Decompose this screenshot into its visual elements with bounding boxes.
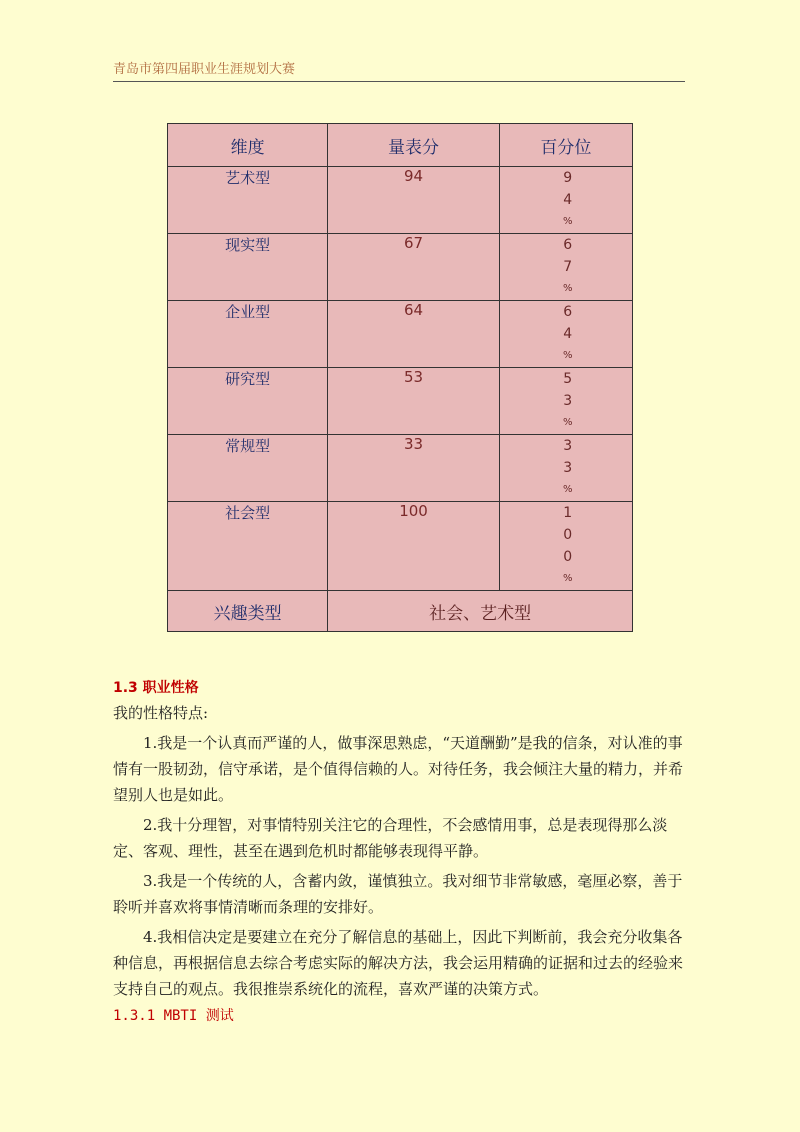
interest-dimension-table [167, 123, 633, 632]
table-row [168, 435, 633, 502]
percentile-cell [499, 502, 632, 591]
percentile-cell [499, 301, 632, 368]
percentile-char: 3 [563, 438, 573, 454]
percentile-char: 6 [563, 237, 573, 253]
interest-type-row [168, 591, 633, 632]
dimension-cell: 艺术型 [168, 167, 328, 234]
percentile-char: 0 [563, 527, 573, 543]
score-cell: 33 [328, 435, 499, 502]
table-header-row [168, 124, 633, 167]
paragraph: 4.我相信决定是要建立在充分了解信息的基础上，因此下判断前，我会充分收集各种信息，再根据信息去综合考虑实际的解决方法，我会运用精确的证据和过去的经验来支持自己的观点。我很推崇系统化的流程，喜欢严谨的决策方式。 [113, 928, 684, 998]
dimension-cell: 社会型 [168, 502, 328, 591]
percentile-cell [499, 368, 632, 435]
percentile-char: % [562, 484, 573, 495]
percentile-char: 4 [563, 326, 573, 342]
score-cell: 67 [328, 234, 499, 301]
percentile-char: 6 [563, 304, 573, 320]
score-cell: 53 [328, 368, 499, 435]
header-percentile: 百分位 [499, 124, 632, 167]
percentile-char: % [562, 573, 573, 584]
percentile-char: 4 [563, 192, 573, 208]
interest-type-label: 兴趣类型 [168, 591, 328, 632]
table-row [168, 167, 633, 234]
dimension-cell: 研究型 [168, 368, 328, 435]
percentile-char: 3 [563, 393, 573, 409]
table-row [168, 368, 633, 435]
percentile-char: % [562, 417, 573, 428]
section-intro: 我的性格特点: [113, 704, 209, 722]
percentile-char: 1 [563, 505, 573, 521]
percentile-char: % [562, 216, 573, 227]
percentile-char: 0 [563, 549, 573, 565]
section-title: 1.3 职业性格 [113, 680, 199, 696]
dimension-cell: 企业型 [168, 301, 328, 368]
percentile-char: 3 [563, 460, 573, 476]
percentile-cell [499, 167, 632, 234]
dimension-cell: 常规型 [168, 435, 328, 502]
dimension-cell: 现实型 [168, 234, 328, 301]
percentile-char: % [562, 350, 573, 361]
score-cell: 94 [328, 167, 499, 234]
percentile-cell [499, 234, 632, 301]
percentile-char: 9 [563, 170, 573, 186]
header-dimension: 维度 [168, 124, 328, 167]
percentile-char: 7 [563, 259, 573, 275]
table-row [168, 234, 633, 301]
header-score: 量表分 [328, 124, 499, 167]
paragraph: 2.我十分理智，对事情特别关注它的合理性，不会感情用事，总是表现得那么淡定、客观、理性，甚至在遇到危机时都能够表现得平静。 [113, 816, 668, 860]
subsection-title: 1.3.1 MBTI 测试 [113, 1008, 234, 1024]
paragraph: 3.我是一个传统的人，含蓄内敛，谨慎独立。我对细节非常敏感，毫厘必察，善于聆听并喜欢将事情清晰而条理的安排好。 [113, 872, 683, 916]
score-cell: 100 [328, 502, 499, 591]
interest-type-value: 社会、艺术型 [328, 591, 633, 632]
page-header: 青岛市第四届职业生涯规划大赛 [113, 58, 685, 82]
table-row [168, 301, 633, 368]
score-cell: 64 [328, 301, 499, 368]
percentile-char: 5 [563, 371, 573, 387]
paragraph: 1.我是一个认真而严谨的人，做事深思熟虑，“天道酬勤”是我的信条，对认准的事情有一股韧劲，信守承诺，是个值得信赖的人。对待任务，我会倾注大量的精力，并希望别人也是如此。 [113, 734, 684, 804]
percentile-char: % [562, 283, 573, 294]
table-row [168, 502, 633, 591]
percentile-cell [499, 435, 632, 502]
section-content [113, 676, 693, 1028]
